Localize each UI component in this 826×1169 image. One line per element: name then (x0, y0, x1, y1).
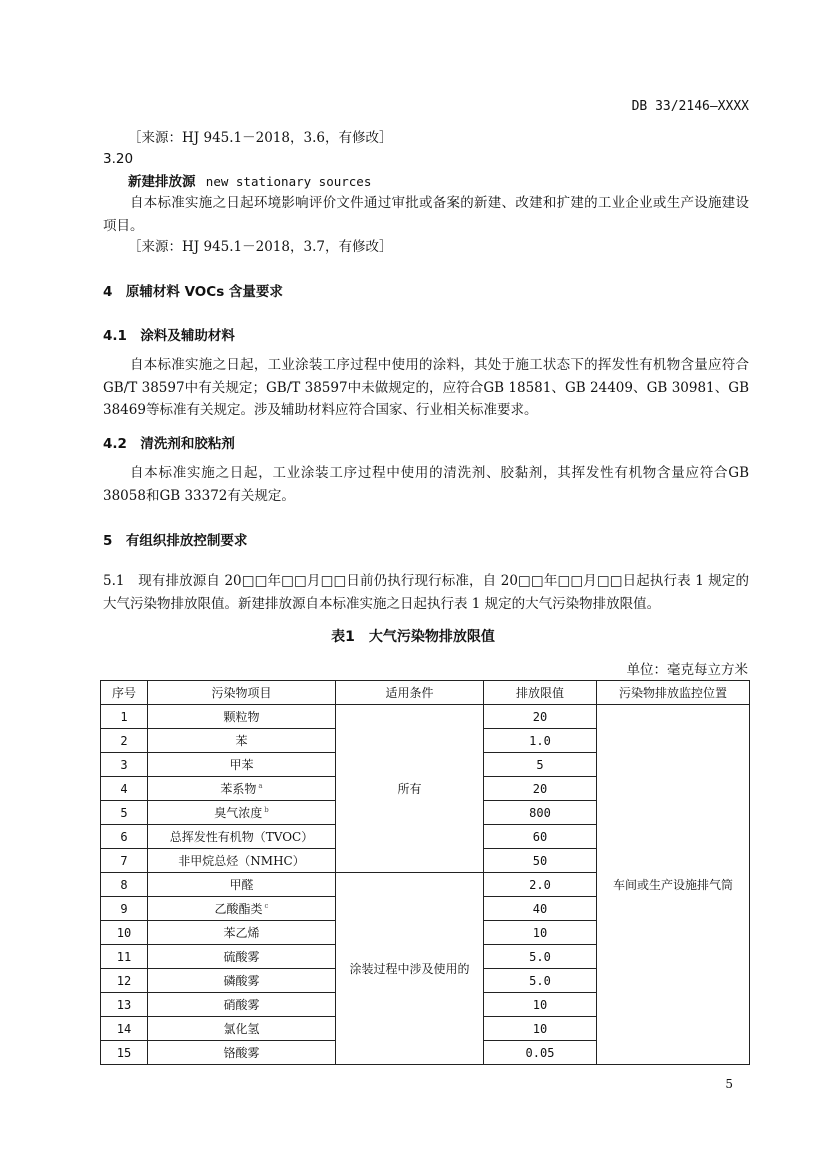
row-number: 5 (101, 801, 148, 825)
section-4-2-text: 自本标准实施之日起，工业涂装工序过程中使用的清洗剂、胶黏剂，其挥发性有机物含量应符合GB 38058和GB 33372有关规定。 (103, 465, 749, 504)
page-number: 5 (725, 1077, 733, 1091)
emission-limits-table (100, 680, 750, 1065)
pollutant-item (148, 1017, 336, 1041)
term-definition: 自本标准实施之日起环境影响评价文件通过审批或备案的新建、改建和扩建的工业企业或生产设施建设项目。 (103, 195, 749, 234)
pollutant-item (148, 729, 336, 753)
row-number: 4 (101, 777, 148, 801)
table-row (101, 705, 750, 729)
emission-limit: 10 (484, 993, 597, 1017)
column-header: 污染物项目 (148, 681, 336, 705)
row-number: 10 (101, 921, 148, 945)
applicable-condition: 所有 (336, 705, 484, 873)
emission-limit: 20 (484, 705, 597, 729)
source-reference: ［来源：HJ 945.1－2018，3.6，有修改］ (128, 130, 393, 146)
pollutant-name: 磷酸雾 (223, 974, 260, 988)
term-chinese: 新建排放源 (128, 174, 196, 190)
pollutant-item (148, 969, 336, 993)
row-number: 9 (101, 897, 148, 921)
pollutant-name: 氯化氢 (223, 1022, 260, 1036)
row-number: 6 (101, 825, 148, 849)
emission-limit: 0.05 (484, 1041, 597, 1065)
term-entry (128, 171, 371, 193)
pollutant-name: 非甲烷总烃（NMHC） (178, 854, 305, 868)
row-number: 2 (101, 729, 148, 753)
pollutant-item (148, 705, 336, 729)
pollutant-item (148, 777, 336, 801)
pollutant-name: 臭气浓度 (214, 806, 263, 820)
pollutant-item (148, 825, 336, 849)
pollutant-name: 硫酸雾 (223, 950, 260, 964)
row-number: 3 (101, 753, 148, 777)
emission-limit: 2.0 (484, 873, 597, 897)
pollutant-item (148, 801, 336, 825)
row-number: 15 (101, 1041, 148, 1065)
column-header: 序号 (101, 681, 148, 705)
clause-number: 3.20 (103, 151, 134, 167)
emission-limit: 1.0 (484, 729, 597, 753)
pollutant-name: 甲苯 (229, 758, 254, 772)
table-header-row (101, 681, 750, 705)
column-header: 污染物排放监控位置 (597, 681, 750, 705)
pollutant-item (148, 993, 336, 1017)
pollutant-name: 硝酸雾 (223, 998, 260, 1012)
emission-limit: 60 (484, 825, 597, 849)
section-4-1-text: 自本标准实施之日起，工业涂装工序过程中使用的涂料，其处于施工状态下的挥发性有机物含量应符合GB/T 38597中有关规定；GB/T 38597中未做规定的，应符合GB 18581、GB 24409、GB 30981、GB 38469等标准有关规定。涉及辅助材料应符合国家、行业相关标准要求。 (103, 357, 749, 418)
row-number: 12 (101, 969, 148, 993)
pollutant-item (148, 753, 336, 777)
column-header: 适用条件 (336, 681, 484, 705)
pollutant-name: 乙酸酯类 (214, 902, 263, 916)
section-4-1-heading: 4.1 涂料及辅助材料 (103, 328, 235, 344)
row-number: 13 (101, 993, 148, 1017)
pollutant-item (148, 897, 336, 921)
pollutant-name: 铬酸雾 (223, 1046, 260, 1060)
row-number: 14 (101, 1017, 148, 1041)
pollutant-name: 甲醛 (229, 878, 254, 892)
pollutant-item (148, 873, 336, 897)
pollutant-name: 苯乙烯 (223, 926, 260, 940)
row-number: 8 (101, 873, 148, 897)
emission-limit: 40 (484, 897, 597, 921)
row-number: 7 (101, 849, 148, 873)
pollutant-name: 总挥发性有机物（TVOC） (169, 830, 314, 844)
section-4-2-heading: 4.2 清洗剂和胶粘剂 (103, 436, 235, 452)
section-5-heading: 5 有组织排放控制要求 (103, 533, 248, 549)
pollutant-item (148, 945, 336, 969)
monitoring-location: 车间或生产设施排气筒 (597, 705, 750, 1065)
section-4-heading: 4 原辅材料 VOCs 含量要求 (103, 284, 283, 300)
footnote-mark: b (264, 806, 269, 814)
emission-limit: 50 (484, 849, 597, 873)
emission-limit: 5 (484, 753, 597, 777)
emission-limit: 10 (484, 921, 597, 945)
applicable-condition: 涂装过程中涉及使用的 (336, 873, 484, 1065)
source-reference: ［来源：HJ 945.1－2018，3.7，有修改］ (128, 239, 393, 255)
table-unit: 单位：毫克每立方米 (626, 662, 748, 678)
document-code: DB 33/2146—XXXX (631, 99, 749, 114)
pollutant-item (148, 1041, 336, 1065)
pollutant-item (148, 921, 336, 945)
row-number: 1 (101, 705, 148, 729)
table-title: 表1 大气污染物排放限值 (331, 629, 495, 645)
pollutant-item (148, 849, 336, 873)
pollutant-name: 苯 (235, 734, 248, 748)
pollutant-name: 颗粒物 (223, 710, 260, 724)
emission-limit: 5.0 (484, 945, 597, 969)
emission-limit: 10 (484, 1017, 597, 1041)
row-number: 11 (101, 945, 148, 969)
term-english: new stationary sources (205, 174, 372, 189)
emission-limit: 800 (484, 801, 597, 825)
emission-limit: 20 (484, 777, 597, 801)
footnote-mark: a (258, 782, 263, 790)
column-header: 排放限值 (484, 681, 597, 705)
emission-limit: 5.0 (484, 969, 597, 993)
clause-5-1-text: 5.1 现有排放源自 20□□年□□月□□日前仍执行现行标准，自 20□□年□□月□□日起执行表 1 规定的大气污染物排放限值。新建排放源自本标准实施之日起执行表 1 规定的大气污染物排放限值。 (103, 573, 749, 612)
pollutant-name: 苯系物 (220, 782, 257, 796)
footnote-mark: c (264, 902, 269, 910)
